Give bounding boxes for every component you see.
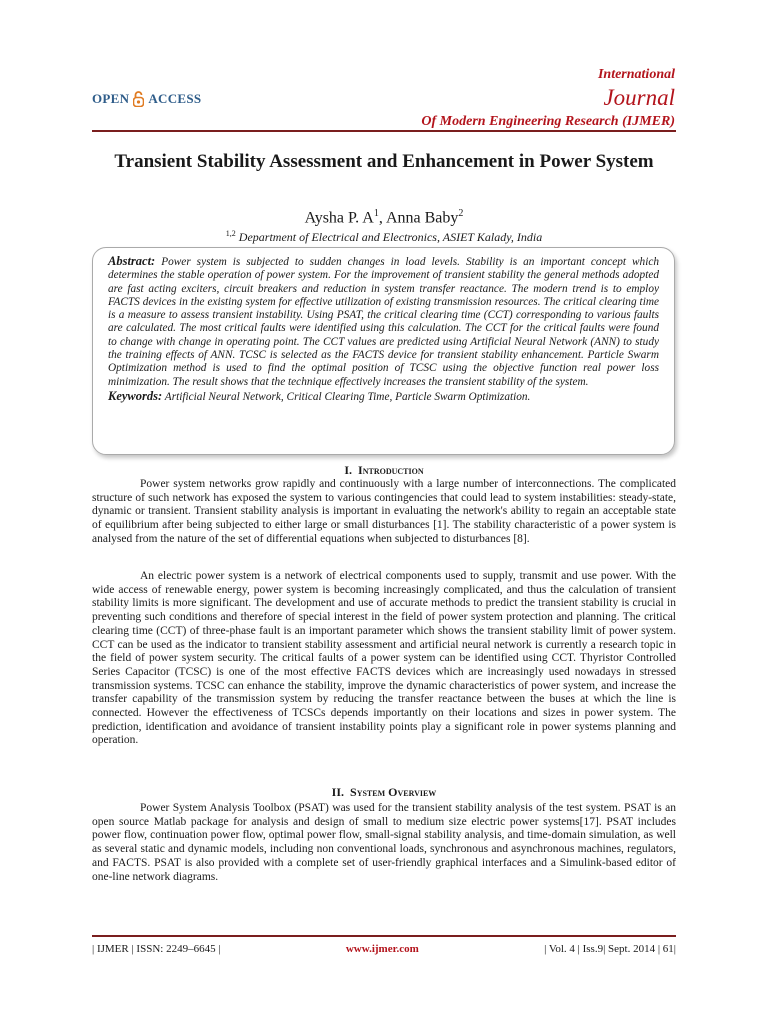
footer-journal-issn: | IJMER | ISSN: 2249–6645 | bbox=[92, 943, 221, 955]
affiliation-text: Department of Electrical and Electronics, ASIET Kalady, India bbox=[238, 230, 543, 244]
open-access-left: OPEN bbox=[92, 91, 130, 106]
section-title: Introduction bbox=[358, 463, 424, 477]
keywords-text: Artificial Neural Network, Critical Clearing Time, Particle Swarm Optimization. bbox=[164, 390, 531, 403]
section-title: System Overview bbox=[350, 785, 437, 799]
keywords bbox=[108, 390, 659, 404]
section-number: II. bbox=[331, 785, 345, 799]
section-heading-system-overview bbox=[0, 785, 768, 800]
abstract-label: Abstract: bbox=[108, 254, 156, 268]
journal-international: International bbox=[597, 67, 675, 82]
journal-name: Journal bbox=[603, 85, 675, 110]
open-lock-icon bbox=[133, 91, 144, 107]
author-1: Aysha P. A bbox=[304, 209, 374, 227]
abstract-box bbox=[92, 247, 675, 455]
affiliation bbox=[0, 229, 768, 245]
affiliation-sup: 1,2 bbox=[225, 229, 236, 238]
open-access-right: ACCESS bbox=[148, 91, 202, 106]
journal-brand bbox=[421, 68, 675, 129]
paragraph: Power System Analysis Toolbox (PSAT) was used for the transient stability analysis of the test system. PSAT is an open source Matlab package for analysis and design of small to medium size electric power systems[17]. PSAT includes power flow, continuation power flow, optimal power flow, small-signal stability analysis, and time-domain simulation, as well as several static and dynamic models, including non conventional loads, synchronous and asynchronous machines, regulators, and FACTS. PSAT is also provided with a complete set of user-friendly graphical interfaces and a Simulink-based editor of one-line network diagrams. bbox=[92, 802, 676, 883]
abstract bbox=[108, 255, 659, 389]
authors bbox=[0, 208, 768, 227]
footer-rule bbox=[92, 935, 676, 937]
paragraph: An electric power system is a network of electrical components used to supply, transmit and use power. With the wide access of renewable energy, power system is becoming increasingly complicated, and thus the calculation of transient stability limits is more significant. The development and use of accurate methods to predict the transient stability is crucial in preventing such conditions and therefore of special interest in the field of power system protection and planning. The critical clearing time (CCT) of three-phase fault is an important parameter which shows the transient stability limit of power system. CCT can be used as the indicator to transient stability assessment and artificial neural network is currently a research topic in the field of power system security. The critical faults of a power system can be identified using CCT. Thyristor Controlled Series Capacitor (TCSC) is one of the most effective FACTS devices which are increasingly used nowadays in stressed transmission systems. TCSC can enhance the stability, improve the dynamic characteristics of power system, and increase the transfer capability of the transmission system by reducing the transfer reactance between the buses at which the line is connected. However the effectiveness of TCSCs depends importantly on their locations and sizes in power system. The prediction, identification and avoidance of transient instability points play a significant role in power systems planning and operation. bbox=[92, 570, 676, 747]
open-access-logo bbox=[92, 91, 201, 107]
paragraph: Power system networks grow rapidly and continuously with a large number of interconnections. The complicated structure of such network has exposed the system to various contingencies that could lead to system instabilities: steady-state, dynamic or transient. Transient stability analysis is important in evaluating the network's ability to regain an acceptable state of equilibrium after being subjected to either large or small disturbances [1]. The stability characteristic of a power system is analysed from the nature of the set of differential equations when subjected to disturbances [8]. bbox=[92, 478, 676, 545]
keywords-label: Keywords: bbox=[108, 388, 163, 403]
author-2-sup: 2 bbox=[458, 208, 464, 219]
footer-volume-page: | Vol. 4 | Iss.9| Sept. 2014 | 61| bbox=[544, 943, 676, 955]
abstract-text: Power system is subjected to sudden changes in load levels. Stability is an important concept which determines the stable operation of power system. For the improvement of transient stability the general methods adopted are fast acting exciters, circuit breakers and reduction in system transfer reactance. The modern trend is to employ FACTS devices in the existing system for effective utilization of existing transmission resources. The critical clearing time is a measure to assess transient instability. Using PSAT, the critical clearing time (CCT) corresponding to various faults are calculated. The most critical faults were identified using this calculation. The CCT for the critical faults were found to change with change in operating point. The CCT values are predicted using Artificial Neural Network (ANN) to study the training effects of ANN. TCSC is selected as the FACTS device for transient stability enhancement. Particle Swarm Optimization method is used to find the optimal position of TCSC using the objective function real power loss minimization. The result shows that the technique effectively increases the transient stability of the system. bbox=[108, 256, 659, 388]
author-separator: , bbox=[378, 209, 386, 227]
header-rule bbox=[92, 130, 676, 132]
section-number: I. bbox=[344, 463, 353, 477]
author-2: Anna Baby bbox=[385, 209, 459, 227]
author-1-sup: 1 bbox=[373, 208, 379, 219]
section-heading-introduction bbox=[0, 463, 768, 478]
journal-subtitle: Of Modern Engineering Research (IJMER) bbox=[421, 114, 675, 129]
footer-website-link[interactable]: www.ijmer.com bbox=[345, 943, 419, 955]
paper-title: Transient Stability Assessment and Enhancement in Power System bbox=[114, 151, 654, 172]
page-footer bbox=[92, 943, 676, 955]
